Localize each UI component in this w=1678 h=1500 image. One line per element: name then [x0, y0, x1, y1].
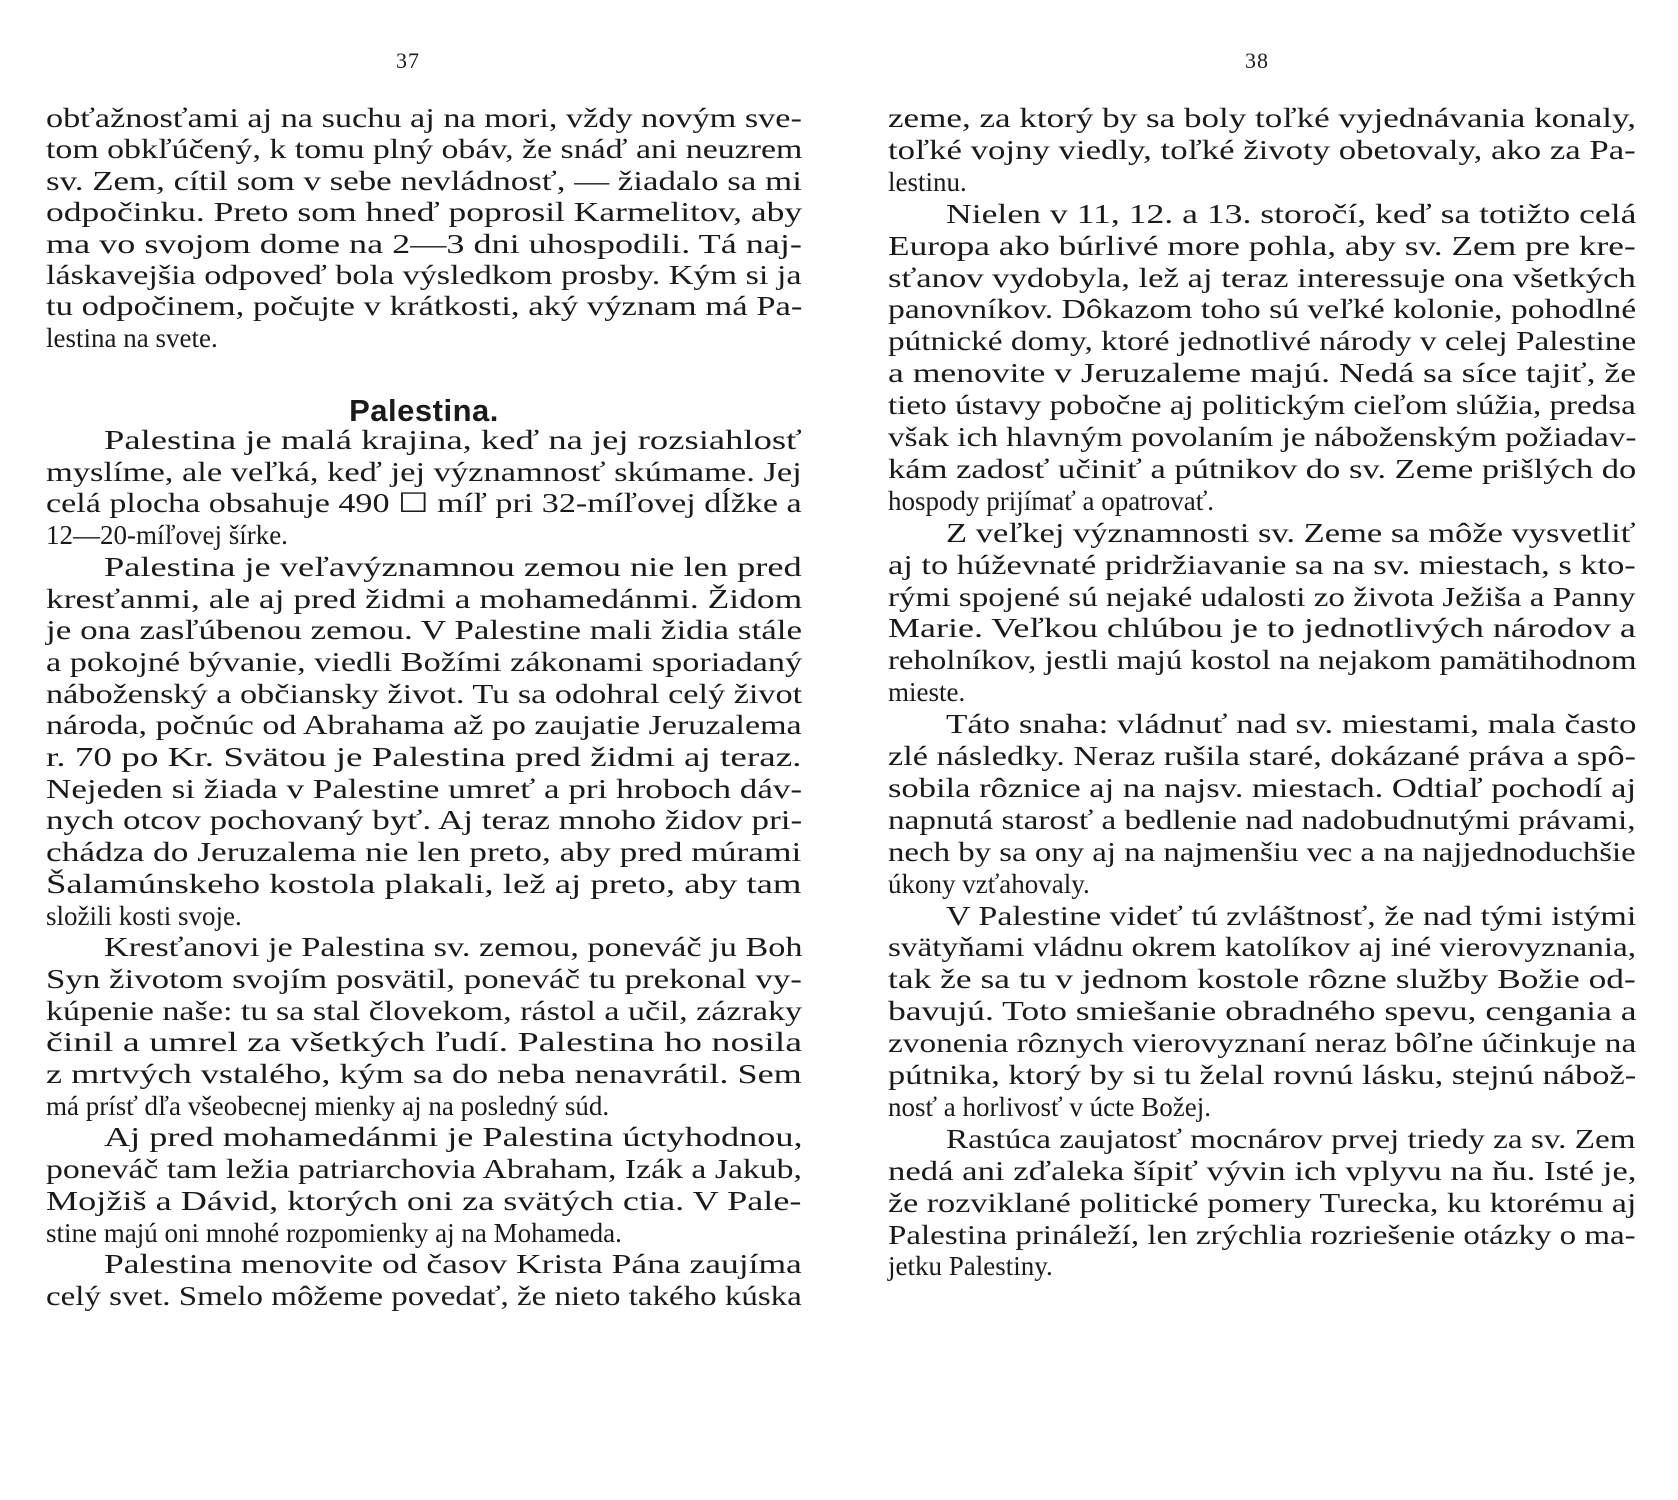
text-line: tak že sa tu v jednom kostole rôzne služby Božie od- — [888, 964, 1636, 995]
page-number: 38 — [1245, 48, 1269, 73]
section-heading: Palestina. — [349, 393, 499, 428]
text-line: náboženský a občiansky život. Tu sa odohral celý život — [46, 678, 803, 709]
text-line: bavujú. Toto smiešanie obradného spevu, cengania a — [888, 996, 1637, 1027]
text-line: r. 70 po Kr. Svätou je Palestina pred židmi aj teraz. — [46, 742, 802, 772]
text-line: Palestina je malá krajina, keď na jej rozsiahlosť — [104, 425, 802, 455]
text-line: jetku Palestiny. — [888, 1251, 1053, 1282]
text-line: Rastúca zaujatosť mocnárov prvej triedy za sv. Zem — [946, 1123, 1636, 1154]
text-line: Mojžiš a Dávid, ktorých oni za svätých ctia. V Pale- — [46, 1185, 802, 1216]
text-line: nych otcov pochovaný byť. Aj teraz mnoho židov pri- — [46, 805, 803, 836]
left-page — [46, 0, 802, 1500]
text-line: tieto ústavy pobočne aj politickým cieľom slúžia, predsa — [888, 390, 1636, 421]
text-line: zeme, za ktorý by sa boly toľké vyjednávania konaly, — [888, 103, 1637, 133]
text-line: nech by sa ony aj na najmenšiu vec a na najjednoduchšie — [888, 836, 1636, 867]
text-line: úkony vzťahovaly. — [888, 868, 1090, 899]
text-line: sv. Zem, cítil som v sebe nevládnosť, — žiadalo sa mi — [46, 165, 802, 196]
text-line: chádza do Jeruzalema nie len preto, aby pred múrami — [46, 837, 802, 868]
text-line: že rozviklané politické pomery Turecka, ku ktorému aj — [888, 1187, 1637, 1218]
text-line: Nielen v 11, 12. a 13. storočí, keď sa totižto celá — [946, 198, 1637, 229]
text-line: láskavejšia odpoveď bola výsledkom prosby. Kým si ja — [46, 260, 802, 290]
text-line: rými spojené sú nejaké udalosti zo života Ježiša a Panny — [888, 581, 1636, 612]
text-line: ma vo svojom dome na 2—3 dni uhospodili. Tá naj- — [46, 228, 802, 259]
text-line: pútnika, ktorý by si tu želal rovnú lásku, stejnú nábož- — [888, 1060, 1637, 1090]
text-line: Nejeden si žiada v Palestine umreť a pri hroboch dáv- — [46, 773, 803, 804]
text-line: Šalamúnskeho kostola plakali, lež aj preto, aby tam — [46, 868, 802, 899]
text-line: Táto snaha: vládnuť nad sv. miestami, mala často — [946, 709, 1637, 740]
text-line: Palestina menovite od časov Krista Pána zaujíma — [104, 1249, 802, 1280]
text-line: stine majú oni mnohé rozpomienky aj na Mohameda. — [46, 1217, 622, 1248]
text-line: tom obkľúčený, k tomu plný obáv, že snáď ani neuzrem — [46, 134, 803, 165]
text-line: nedá ani zďaleka šípiť vývin ich vplyvu na ňu. Isté je, — [888, 1155, 1637, 1186]
text-line: obťažnosťami aj na suchu aj na mori, vždy novým sve- — [46, 103, 802, 133]
text-line: V Palestine videť tú zvláštnosť, že nad tými istými — [946, 900, 1637, 931]
text-line: hospody prijímať a opatrovať. — [888, 485, 1215, 516]
text-line: Z veľkej významnosti sv. Zeme sa môže vysvetliť — [946, 517, 1636, 548]
text-line: tu odpočinem, počujte v krátkosti, aký význam má Pa- — [46, 291, 803, 322]
text-line: lestinu. — [888, 166, 967, 197]
text-line: však ich hlavným povolaním je náboženským požiadav- — [888, 422, 1637, 452]
text-line: sťanov vydobyla, lež aj teraz interessuje ona všetkých — [888, 262, 1636, 293]
text-line: odpočinku. Preto som hneď poprosil Karmelitov, aby — [46, 197, 803, 228]
text-line: napnutá starosť a bedlenie nad nadobudnutými právami, — [888, 804, 1636, 835]
text-line: je ona zasľúbenou zemou. V Palestine mali židia stále — [46, 615, 803, 646]
text-line: zlé následky. Neraz rušila staré, dokázané práva a spô- — [888, 741, 1636, 771]
text-line: činil a umrel za všetkých ľudí. Palestina ho nosila — [46, 1027, 803, 1058]
text-line: mieste. — [888, 677, 966, 708]
text-line: má prísť dľa všeobecnej mienky aj na posledný súd. — [46, 1090, 610, 1121]
text-line: celý svet. Smelo môžeme povedať, že nieto takého kúska — [46, 1280, 802, 1311]
page-number: 37 — [396, 48, 420, 73]
text-line: sobila rôznice aj na najsv. miestach. Odtiaľ pochodí aj — [888, 772, 1637, 803]
text-line: Syn životom svojím posvätil, poneváč tu prekonal vy- — [46, 963, 802, 994]
text-line: myslíme, ale veľká, keď jej významnosť skúmame. Jej — [46, 456, 802, 487]
text-line: reholníkov, jestli majú kostol na nejakom pamätihodnom — [888, 645, 1637, 676]
text-line: lestina na svete. — [46, 322, 218, 353]
text-line: poneváč tam ležia patriarchovia Abraham, Izák a Jakub, — [46, 1154, 802, 1185]
text-line: Kresťanovi je Palestina sv. zemou, poneváč ju Boh — [104, 932, 803, 963]
text-line: kresťanmi, ale aj pred židmi a mohamedánmi. Židom — [46, 583, 803, 614]
text-line: kúpenie naše: tu sa stal človekom, rástol a učil, zázraky — [46, 995, 803, 1026]
text-line: zvonenia rôznych vierovyznaní neraz bôľne účinkuje na — [888, 1028, 1637, 1059]
text-line: pútnické domy, ktoré jednotlivé národy v celej Palestine — [888, 326, 1637, 357]
text-line: Aj pred mohamedánmi je Palestina úctyhodnou, — [104, 1122, 803, 1153]
text-line: a pokojné bývanie, viedli Božími zákonami sporiadaný — [46, 646, 803, 677]
text-line: z mrtvých vstalého, kým sa do neba nenavrátil. Sem — [46, 1059, 802, 1089]
text-line: Palestina prináleží, len zrýchlia rozriešenie otázky o ma- — [888, 1219, 1636, 1250]
text-line: aj to húževnaté pridržiavanie sa na sv. miestach, s kto- — [888, 549, 1636, 580]
text-line: Marie. Veľkou chlúbou je to jednotlivých národov a — [888, 613, 1636, 644]
text-line: a menovite v Jeruzaleme majú. Nedá sa síce tajiť, že — [888, 358, 1637, 389]
text-line: 12—20-míľovej šírke. — [46, 520, 288, 551]
text-line: Palestina je veľavýznamnou zemou nie len pred — [104, 551, 802, 582]
text-line: nosť a horlivosť v úcte Božej. — [888, 1091, 1212, 1122]
text-line: toľké vojny viedly, toľké životy obetovaly, ako za Pa- — [888, 134, 1636, 165]
right-page — [888, 0, 1636, 1500]
text-line: Europa ako búrlivé more pohla, aby sv. Zem pre kre- — [888, 230, 1636, 261]
text-line: celá plocha obsahuje 490 ☐ míľ pri 32-míľovej dĺžke a — [46, 488, 802, 519]
text-line: svätyňami vládnu okrem katolíkov aj iné vierovyznania, — [888, 932, 1637, 963]
text-line: kám zadosť učiniť a pútnikov do sv. Zeme prišlých do — [888, 453, 1637, 484]
text-line: národa, počnúc od Abrahama až po zaujatie Jeruzalema — [46, 710, 802, 741]
text-line: složili kosti svoje. — [46, 900, 242, 931]
text-line: panovníkov. Dôkazom toho sú veľké kolonie, pohodlné — [888, 294, 1637, 325]
